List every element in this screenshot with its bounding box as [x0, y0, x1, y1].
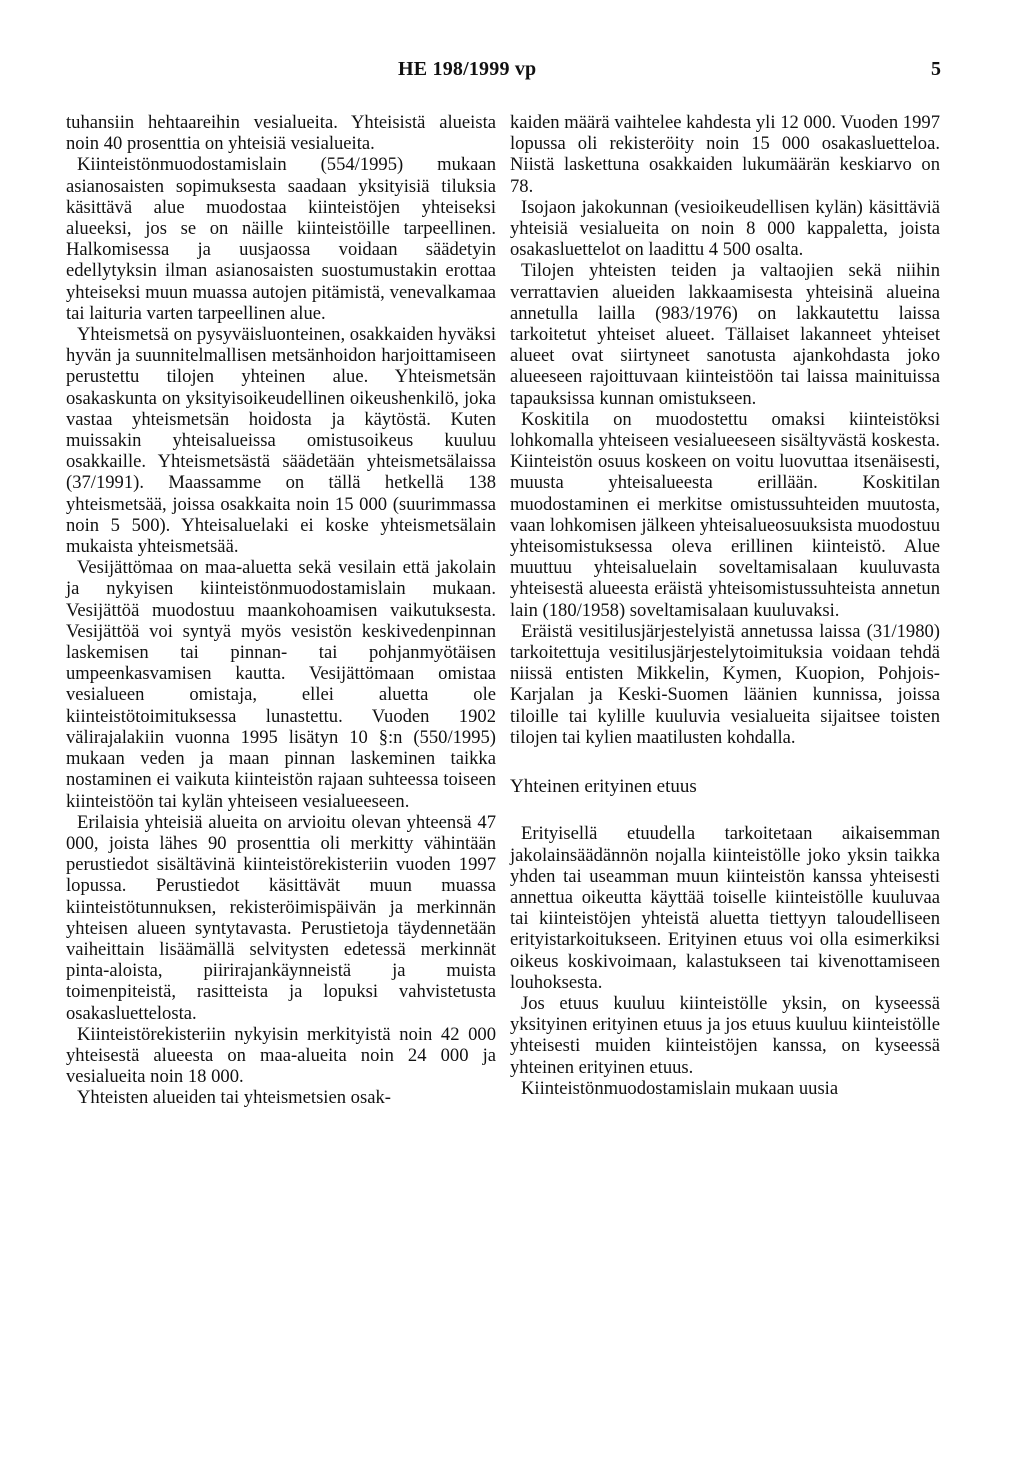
paragraph: Eräistä vesitilusjärjestelyistä annetussa laissa (31/1980) tarkoitettuja vesitilusjärjestelytoimituksia voidaan tehdä niissä entisten Mikkelin, Kymen, Kuopion, Pohjois-Karjalan ja Keski-Suomen läänien kunnissa, joissa tiloille tai kylille kuuluvia vesialueita sijaitsee toisten tilojen tai kylien maatilusten kohdalla. — [510, 620, 940, 748]
paragraph: Tilojen yhteisten teiden ja valtaojien sekä niihin verrattavien alueiden lakkaamisesta yhteisinä alueina annetulla lailla (983/1976) on lakkautettu laissa tarkoitetut yhteiset alueet. Tällaiset lakanneet yhteiset alueet ovat siirtyneet sanotusta ajankohdasta joko alueeseen rajoittuvaan kiinteistöön tai laissa mainituissa tapauksissa kunnan omistukseen. — [510, 260, 940, 409]
paragraph: Kiinteistörekisteriin nykyisin merkityistä noin 42 000 yhteisestä alueesta on maa-alueita noin 24 000 ja vesialueita noin 18 000. — [66, 1023, 496, 1088]
page-header — [0, 58, 1024, 88]
paragraph: Isojaon jakokunnan (vesioikeudellisen kylän) käsittäviä yhteisiä vesialueita on noin 8 000 kappaletta, joista osakasluettelot on laadittu 4 500 osalta. — [510, 196, 940, 261]
paragraph: Yhteismetsä on pysyväisluonteinen, osakkaiden hyväksi hyvän ja suunnitelmallisen metsänhoidon harjoittamiseen perustettu tilojen yhteinen alue. Yhteismetsän osakaskunta on yksityisoikeudellinen oikeushenkilö, joka vastaa yhteismetsän hoidosta ja käytöstä. Kuten muissakin yhteisalueissa omistusoikeus kuuluu osakkaille. Yhteismetsästä säädetään yhteismetsälaissa (37/1991). Maassamme on tällä hetkellä 138 yhteismetsää, joissa osakkaita noin 15 000 (suurimmassa noin 5 500). Yhteisaluelaki ei koske yhteismetsälain mukaista yhteismetsää. — [66, 324, 496, 558]
paragraph: Jos etuus kuuluu kiinteistölle yksin, on kyseessä yksityinen erityinen etuus ja jos etuus kuuluu kiinteistölle yhteisesti muiden kiinteistöjen kanssa, on kyseessä yhteinen erityinen etuus. — [510, 992, 940, 1078]
paragraph: Kiinteistönmuodostamislain mukaan uusia — [521, 1077, 839, 1099]
paragraph: Vesijättömaa on maa-aluetta sekä vesilain että jakolain ja nykyisen kiinteistönmuodostamislain mukaan. Vesijättöä muodostuu maankohoamisen vaikutuksesta. Vesijättöä voi syntyä myös vesistön keskivedenpinnan laskemisen tai pinnan- tai pohjanmyötäisen umpeenkasvamisen kautta. Vesijättömaan omistaa vesialueen omistaja, ellei aluetta ole kiinteistötoimituksessa lunastettu. Vuoden 1902 välirajalakiin vuonna 1995 lisätyn 10 §:n (550/1995) mukaan veden ja maan pinnan laskeminen taikka nostaminen ei vaikuta kiinteistön rajaan suhteessa toiseen kiinteistöön tai kylän yhteiseen vesialueeseen. — [66, 557, 496, 812]
right-column — [510, 112, 940, 1099]
paragraph: Erityisellä etuudella tarkoitetaan aikaisemman jakolainsäädännön nojalla kiinteistölle joko yksin taikka yhden tai useamman muun kiinteistön kanssa yhteisesti annettua oikeutta käyttää toiselle kiinteistölle kuuluvaa tai kiinteistöjen yhteistä aluetta tiettyyn taloudelliseen erityistarkoitukseen. Erityinen etuus voi olla esimerkiksi oikeus koskivoimaan, kalastukseen tai kivenottamiseen louhoksesta. — [510, 823, 940, 993]
paragraph: Kiinteistönmuodostamislain (554/1995) mukaan asianosaisten sopimuksesta saadaan yksityisiä tiluksia käsittävä alue muodostaa kiinteistöjen yhteiseksi alueeksi, jos se on näille kiinteistöille tarpeellinen. Halkomisessa ja uusjaossa voidaan säädetyin edellytyksin ilman asianosaisten suostumustakin erottaa yhteiseksi muun muassa autojen pitämistä, venevalkamaa tai laituria varten tarpeellinen alue. — [66, 154, 496, 324]
page-number: 5 — [931, 58, 941, 80]
paragraph: tuhansiin hehtaareihin vesialueita. Yhteisistä alueista noin 40 prosenttia on yhteisiä vesialueita. — [66, 112, 496, 155]
document-title: HE 198/1999 vp — [398, 58, 537, 80]
section-heading: Yhteinen erityinen etuus — [510, 776, 697, 798]
paragraph: Koskitila on muodostettu omaksi kiinteistöksi lohkomalla yhteiseen vesialueeseen sisältyvästä koskesta. Kiinteistön osuus koskeen on voitu luovuttaa itsenäisesti, muusta yhteisalueesta erillään. Koskitilan muodostaminen ei merkitse omistussuhteiden muutosta, vaan lohkomisen jälkeen yhteisalueosuuksista muodostuu yhteisomistuksessa oleva erillinen kiinteistö. Alue muuttuu yhteisaluelain soveltamisalaan kuuluvasta yhteisestä alueesta eräistä yhteisomistussuhteista annetun lain (180/1958) soveltamisalaan kuuluvaksi. — [510, 408, 940, 621]
left-column — [66, 112, 496, 1109]
paragraph: kaiden määrä vaihtelee kahdesta yli 12 000. Vuoden 1997 lopussa oli rekisteröity noin 15 000 osakasluetteloa. Niistä laskettuna osakkaiden lukumäärän keskiarvo on 78. — [510, 112, 940, 197]
paragraph: Erilaisia yhteisiä alueita on arvioitu olevan yhteensä 47 000, joista lähes 90 prosenttia oli merkitty vähintään perustiedot sisältävinä kiinteistörekisteriin vuoden 1997 lopussa. Perustiedot käsittävät muun muassa kiinteistötunnuksen, rekisteröimispäivän ja merkinnän yhteisen alueen syntytavasta. Perustietoja täydennetään vaiheittain lisäämällä selvitysten edetessä merkinnät pinta-aloista, piirirajankäynneistä ja muista toimenpiteistä, rasitteista ja lopuksi vahvistetusta osakasluettelosta. — [66, 811, 496, 1024]
paragraph: Yhteisten alueiden tai yhteismetsien osak- — [77, 1087, 391, 1109]
